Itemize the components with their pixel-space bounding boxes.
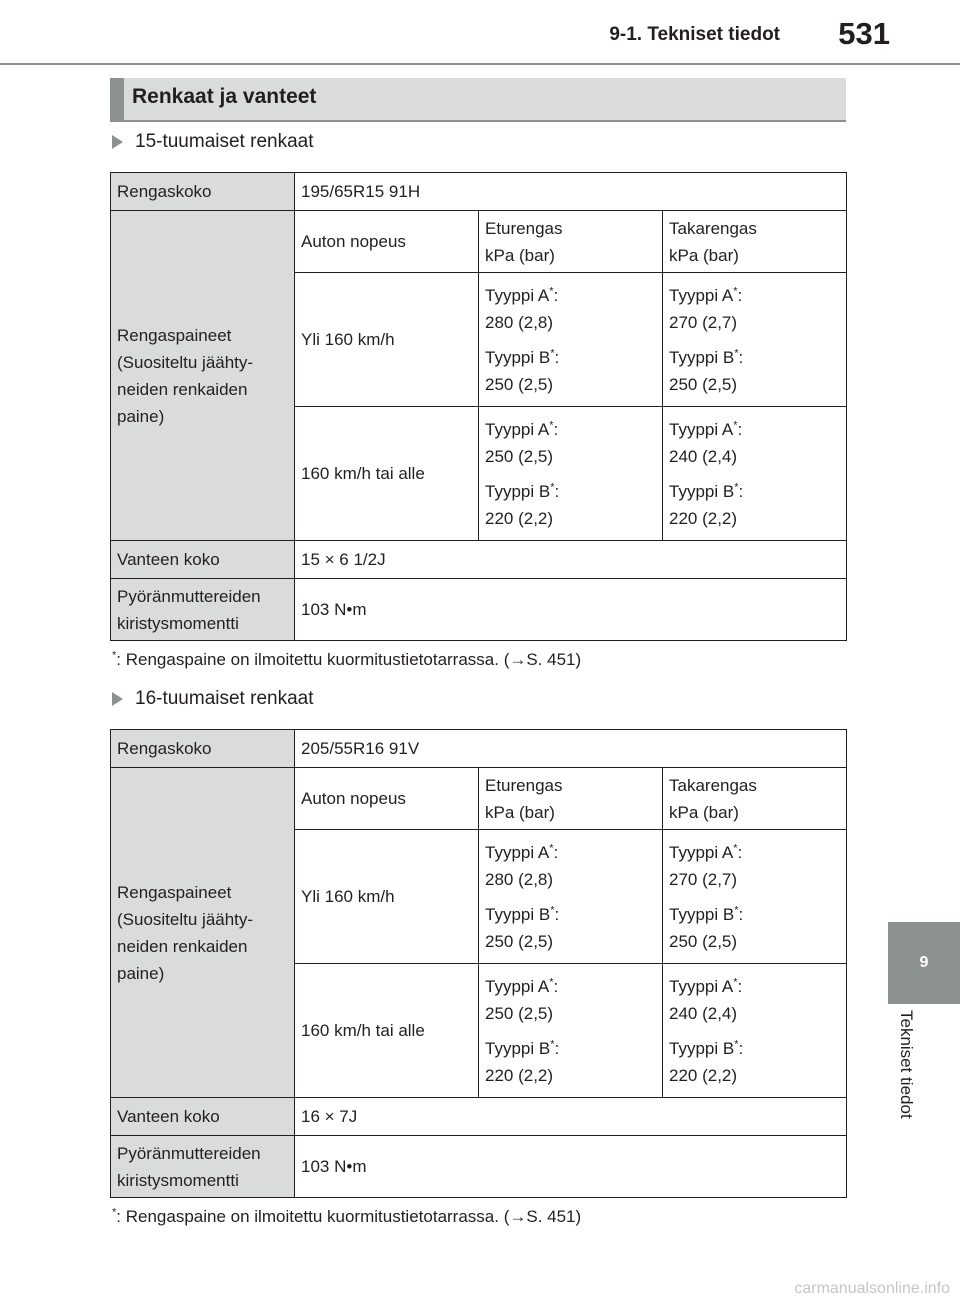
type-b-label: Tyyppi B*: bbox=[669, 346, 744, 367]
footnote-mark: * bbox=[550, 346, 555, 359]
torque-label bbox=[111, 579, 295, 641]
rear-tire-header bbox=[663, 211, 847, 273]
section-heading-title: Renkaat ja vanteet bbox=[132, 85, 317, 108]
torque-label-line: kiristysmomentti bbox=[117, 1170, 239, 1190]
header-section-title: 9-1. Tekniset tiedot bbox=[609, 24, 780, 45]
type-b-value: 220 (2,2) bbox=[485, 508, 554, 528]
type-a-label: Tyyppi A*: bbox=[485, 418, 559, 439]
pressure-label-line: (Suositeltu jäähty- bbox=[117, 352, 254, 372]
footnote-mark: * bbox=[549, 418, 554, 431]
type-a-value: 270 (2,7) bbox=[669, 312, 738, 332]
footnote-mark: * bbox=[550, 903, 555, 916]
type-a-value: 250 (2,5) bbox=[485, 446, 554, 466]
rim-size-value: 15 × 6 1/2J bbox=[295, 541, 847, 579]
pressure-label-line: Rengaspaineet bbox=[117, 325, 232, 345]
tire-spec-table-16 bbox=[110, 729, 847, 1198]
table-row bbox=[111, 730, 847, 768]
type-label-text: Tyyppi A bbox=[669, 285, 734, 305]
front-pressure-cell bbox=[479, 407, 663, 541]
footnote-mark: * bbox=[549, 284, 554, 297]
front-pressure-cell bbox=[479, 964, 663, 1098]
pressure-label-line: paine) bbox=[117, 963, 165, 983]
tire-size-value: 195/65R15 91H bbox=[295, 173, 847, 211]
type-label-text: Tyyppi A bbox=[669, 842, 734, 862]
rear-tire-header bbox=[663, 768, 847, 830]
type-b-value: 220 (2,2) bbox=[485, 1065, 554, 1085]
front-header-line: kPa (bar) bbox=[485, 245, 555, 265]
footnote-mark: * bbox=[734, 1037, 739, 1050]
footnote-mark: * bbox=[112, 649, 117, 662]
torque-label-line: Pyöränmuttereiden bbox=[117, 1143, 261, 1163]
footnote-mark: * bbox=[734, 346, 739, 359]
section-heading-bar bbox=[110, 78, 124, 120]
type-b-label: Tyyppi B*: bbox=[669, 480, 744, 501]
footnote-mark: * bbox=[549, 975, 554, 988]
type-b-value: 250 (2,5) bbox=[485, 374, 554, 394]
footnote-text: : Rengaspaine on ilmoitettu kuormitustietotarrassa. (→S. 451) bbox=[116, 1207, 582, 1226]
footnote-text: : Rengaspaine on ilmoitettu kuormitustietotarrassa. (→S. 451) bbox=[116, 650, 582, 669]
page-number: 531 bbox=[838, 16, 890, 51]
type-a-value: 270 (2,7) bbox=[669, 869, 738, 889]
footnote-16-inch bbox=[112, 1207, 581, 1227]
type-a-label: Tyyppi A*: bbox=[485, 284, 559, 305]
type-b-label: Tyyppi B*: bbox=[485, 1037, 560, 1058]
type-label-text: Tyyppi A bbox=[485, 842, 550, 862]
type-label-text: Tyyppi B bbox=[669, 481, 735, 501]
type-label-text: Tyyppi A bbox=[669, 976, 734, 996]
type-label-text: Tyyppi B bbox=[485, 1038, 551, 1058]
torque-label-line: Pyöränmuttereiden bbox=[117, 586, 261, 606]
rear-header-line: Takarengas bbox=[669, 218, 757, 238]
type-a-label: Tyyppi A*: bbox=[669, 841, 743, 862]
triangle-bullet-icon bbox=[112, 692, 123, 706]
type-a-value: 280 (2,8) bbox=[485, 869, 554, 889]
section-heading bbox=[110, 78, 846, 122]
table-row bbox=[111, 768, 847, 830]
table-row bbox=[111, 541, 847, 579]
header-divider bbox=[0, 63, 960, 65]
triangle-bullet-icon bbox=[112, 135, 123, 149]
type-label-text: Tyyppi A bbox=[485, 419, 550, 439]
tire-spec-table-15 bbox=[110, 172, 847, 641]
torque-label bbox=[111, 1136, 295, 1198]
type-label-text: Tyyppi B bbox=[485, 904, 551, 924]
type-a-label: Tyyppi A*: bbox=[669, 418, 743, 439]
type-label-text: Tyyppi A bbox=[485, 976, 550, 996]
pressure-label bbox=[111, 768, 295, 1098]
type-label-text: Tyyppi B bbox=[485, 481, 551, 501]
rim-size-label: Vanteen koko bbox=[111, 1098, 295, 1136]
pressure-label bbox=[111, 211, 295, 541]
footnote-mark: * bbox=[550, 480, 555, 493]
subhead-label: 16-tuumaiset renkaat bbox=[135, 688, 314, 709]
speed-header: Auton nopeus bbox=[295, 768, 479, 830]
footnote-mark: * bbox=[733, 418, 738, 431]
type-label-text: Tyyppi B bbox=[669, 904, 735, 924]
type-label-text: Tyyppi B bbox=[669, 347, 735, 367]
type-label-text: Tyyppi B bbox=[669, 1038, 735, 1058]
type-b-value: 220 (2,2) bbox=[669, 1065, 738, 1085]
rear-header-line: Takarengas bbox=[669, 775, 757, 795]
type-a-label: Tyyppi A*: bbox=[485, 975, 559, 996]
front-header-line: kPa (bar) bbox=[485, 802, 555, 822]
footnote-mark: * bbox=[733, 975, 738, 988]
type-b-value: 250 (2,5) bbox=[669, 374, 738, 394]
type-b-label: Tyyppi B*: bbox=[485, 903, 560, 924]
pressure-label-line: neiden renkaiden bbox=[117, 379, 248, 399]
tire-size-label: Rengaskoko bbox=[111, 730, 295, 768]
footnote-mark: * bbox=[733, 841, 738, 854]
footnote-mark: * bbox=[734, 903, 739, 916]
rear-pressure-cell bbox=[663, 964, 847, 1098]
footnote-15-inch bbox=[112, 650, 581, 670]
rim-size-label: Vanteen koko bbox=[111, 541, 295, 579]
front-tire-header bbox=[479, 211, 663, 273]
rear-pressure-cell bbox=[663, 830, 847, 964]
torque-value: 103 N•m bbox=[295, 1136, 847, 1198]
table-row bbox=[111, 579, 847, 641]
type-a-value: 280 (2,8) bbox=[485, 312, 554, 332]
tire-size-value: 205/55R16 91V bbox=[295, 730, 847, 768]
type-b-label: Tyyppi B*: bbox=[669, 903, 744, 924]
type-a-value: 250 (2,5) bbox=[485, 1003, 554, 1023]
table-row bbox=[111, 173, 847, 211]
type-b-value: 250 (2,5) bbox=[669, 931, 738, 951]
pressure-label-line: Rengaspaineet bbox=[117, 882, 232, 902]
speed-header: Auton nopeus bbox=[295, 211, 479, 273]
table-row bbox=[111, 211, 847, 273]
type-b-label: Tyyppi B*: bbox=[485, 346, 560, 367]
torque-value: 103 N•m bbox=[295, 579, 847, 641]
type-a-label: Tyyppi A*: bbox=[669, 284, 743, 305]
speed-value: 160 km/h tai alle bbox=[295, 407, 479, 541]
pressure-label-line: (Suositeltu jäähty- bbox=[117, 909, 254, 929]
type-label-text: Tyyppi A bbox=[485, 285, 550, 305]
subhead-15-inch bbox=[112, 131, 314, 153]
rim-size-value: 16 × 7J bbox=[295, 1098, 847, 1136]
type-b-label: Tyyppi B*: bbox=[485, 480, 560, 501]
chapter-tab-label: Tekniset tiedot bbox=[897, 1010, 916, 1119]
type-a-value: 240 (2,4) bbox=[669, 446, 738, 466]
front-header-line: Eturengas bbox=[485, 218, 563, 238]
type-a-label: Tyyppi A*: bbox=[669, 975, 743, 996]
type-label-text: Tyyppi B bbox=[485, 347, 551, 367]
rear-header-line: kPa (bar) bbox=[669, 245, 739, 265]
pressure-label-line: neiden renkaiden bbox=[117, 936, 248, 956]
footnote-mark: * bbox=[549, 841, 554, 854]
pressure-label-line: paine) bbox=[117, 406, 165, 426]
table-row bbox=[111, 1136, 847, 1198]
type-b-value: 220 (2,2) bbox=[669, 508, 738, 528]
footnote-mark: * bbox=[550, 1037, 555, 1050]
rear-header-line: kPa (bar) bbox=[669, 802, 739, 822]
subhead-label: 15-tuumaiset renkaat bbox=[135, 131, 314, 152]
type-a-label: Tyyppi A*: bbox=[485, 841, 559, 862]
table-row bbox=[111, 1098, 847, 1136]
front-header-line: Eturengas bbox=[485, 775, 563, 795]
footnote-mark: * bbox=[112, 1206, 117, 1219]
tire-size-label: Rengaskoko bbox=[111, 173, 295, 211]
rear-pressure-cell bbox=[663, 273, 847, 407]
speed-value: Yli 160 km/h bbox=[295, 830, 479, 964]
rear-pressure-cell bbox=[663, 407, 847, 541]
subhead-16-inch bbox=[112, 688, 314, 710]
type-a-value: 240 (2,4) bbox=[669, 1003, 738, 1023]
footnote-mark: * bbox=[733, 284, 738, 297]
front-pressure-cell bbox=[479, 273, 663, 407]
speed-value: 160 km/h tai alle bbox=[295, 964, 479, 1098]
front-tire-header bbox=[479, 768, 663, 830]
type-b-value: 250 (2,5) bbox=[485, 931, 554, 951]
type-label-text: Tyyppi A bbox=[669, 419, 734, 439]
chapter-tab[interactable]: 9 bbox=[888, 922, 960, 1004]
torque-label-line: kiristysmomentti bbox=[117, 613, 239, 633]
watermark: carmanualsonline.info bbox=[794, 1280, 950, 1297]
speed-value: Yli 160 km/h bbox=[295, 273, 479, 407]
type-b-label: Tyyppi B*: bbox=[669, 1037, 744, 1058]
front-pressure-cell bbox=[479, 830, 663, 964]
footnote-mark: * bbox=[734, 480, 739, 493]
